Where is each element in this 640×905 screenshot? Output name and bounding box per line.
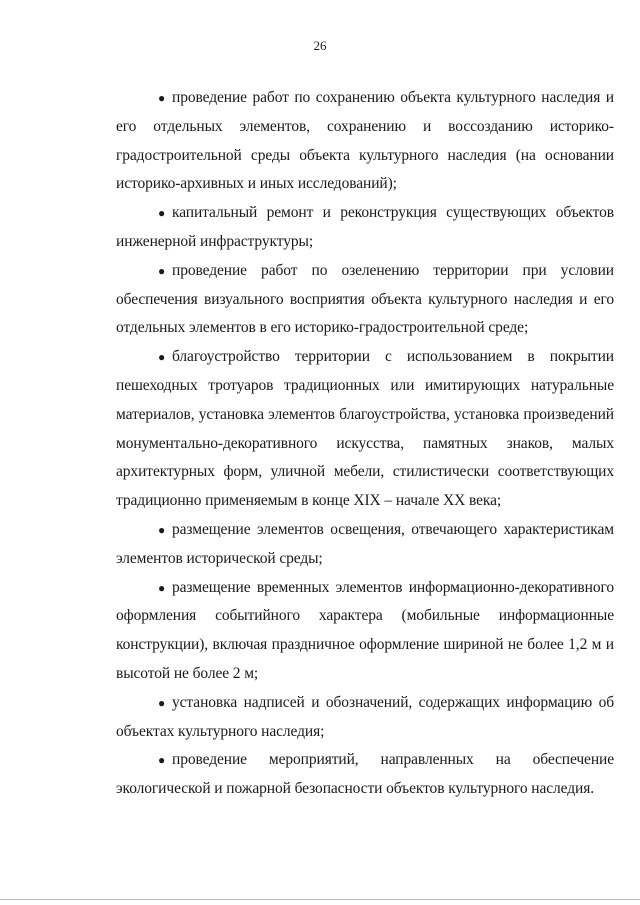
bullet-icon: ● xyxy=(158,753,166,768)
bullet-icon: ● xyxy=(158,522,166,537)
list-item xyxy=(116,343,614,516)
list-item xyxy=(116,574,614,689)
list-item-text: размещение элементов освещения, отвечающего характеристикам элементов исторической среды; xyxy=(116,520,614,567)
list-item-text: капитальный ремонт и реконструкция существующих объектов инженерной инфраструктуры; xyxy=(116,204,614,250)
bullet-icon: ● xyxy=(158,580,166,595)
bullet-icon: ● xyxy=(158,350,166,365)
bullet-icon: ● xyxy=(158,263,166,278)
list-item-text: благоустройство территории с использованием в покрытии пешеходных тротуаров традиционных или имитирующих натуральные материалов, установка элементов благоустройства, установка произведений монументально-декоративного искусства, памятных знаков, малых архитектурных форм, уличной мебели, стилистически соответствующих традиционно применяемым в конце XIX – начале XX века; xyxy=(116,348,614,510)
list-item-text: размещение временных элементов информационно-декоративного оформления событийного характера (мобильные информационные конструкции), включая праздничное оформление шириной не более 1,2 м и высотой не более 2 м; xyxy=(116,578,614,682)
list-item-text: установка надписей и обозначений, содержащих информацию об объектах культурного наследия; xyxy=(116,693,614,740)
bullet-icon: ● xyxy=(158,91,166,105)
bullet-icon: ● xyxy=(158,206,166,221)
list-item xyxy=(116,84,614,199)
list-item xyxy=(116,516,614,574)
list-item-text: проведение мероприятий, направленных на обеспечение экологической и пожарной безопасности объектов культурного наследия. xyxy=(116,751,614,798)
list-item-text: проведение работ по озеленению территории при условии обеспечения визуального восприятия объекта культурного наследия и его отдельных элементов в его историко-градостроительной среде; xyxy=(116,261,614,337)
scan-edge-divider xyxy=(0,899,640,900)
bullet-list xyxy=(116,84,614,804)
list-item-text: проведение работ по сохранению объекта культурного наследия и его отдельных элементов, сохранению и воссозданию историко-градостроительной среды объекта культурного наследия (на основании историко-архивных и иных исследований); xyxy=(116,89,614,193)
list-item xyxy=(116,746,614,804)
page-number: 26 xyxy=(313,38,327,53)
list-item xyxy=(116,257,614,343)
list-item xyxy=(116,689,614,747)
bullet-icon: ● xyxy=(158,695,166,710)
list-item xyxy=(116,199,614,257)
